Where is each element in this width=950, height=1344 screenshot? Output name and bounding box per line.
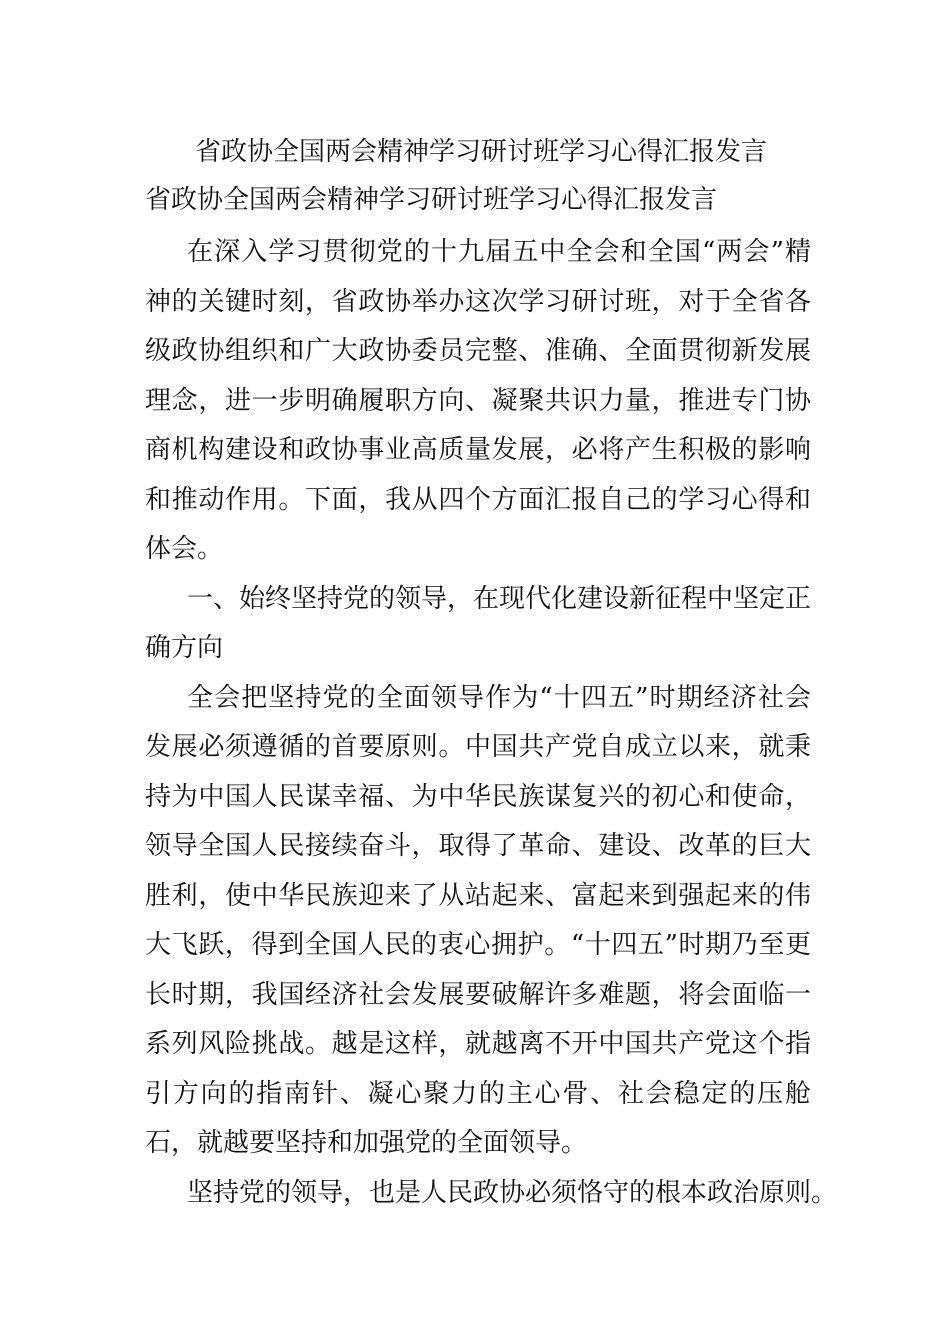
paragraph-section-1-continued: 坚持党的领导，也是人民政协必须恪守的根本政治原则。 bbox=[187, 1177, 838, 1208]
section-heading-1: 一、始终坚持党的领导，在现代化建设新征程中坚定正确方向 bbox=[145, 583, 812, 663]
paragraph-intro: 在深入学习贯彻党的十九届五中全会和全国“两会”精神的关键时刻，省政协举办这次学习研讨班，对于全省各级政协组织和广大政协委员完整、准确、全面贯彻新发展理念，进一步明确履职方向、凝聚共识力量，推进专门协商机构建设和政协事业高质量发展，必将产生积极的影响和推动作用。下面，我从四个方面汇报自己的学习心得和体会。 bbox=[145, 237, 811, 564]
paragraph-section-1: 全会把坚持党的全面领导作为“十四五”时期经济社会发展必须遵循的首要原则。中国共产党自成立以来，就秉持为中国人民谋幸福、为中华民族谋复兴的初心和使命，领导全国人民接续奋斗，取得了革命、建设、改革的巨大胜利，使中华民族迎来了从站起来、富起来到强起来的伟大飞跃，得到全国人民的衷心拥护。“十四五”时期乃至更长时期，我国经济社会发展要破解许多难题，将会面临一系列风险挑战。越是这样，就越离不开中国共产党这个指引方向的指南针、凝心聚力的主心骨、社会稳定的压舱石，就越要坚持和加强党的全面领导。 bbox=[145, 682, 811, 1158]
document-title: 省政协全国两会精神学习研讨班学习心得汇报发言 bbox=[195, 137, 768, 167]
document-body bbox=[145, 228, 838, 1218]
document-subtitle: 省政协全国两会精神学习研讨班学习心得汇报发言 bbox=[145, 185, 718, 215]
